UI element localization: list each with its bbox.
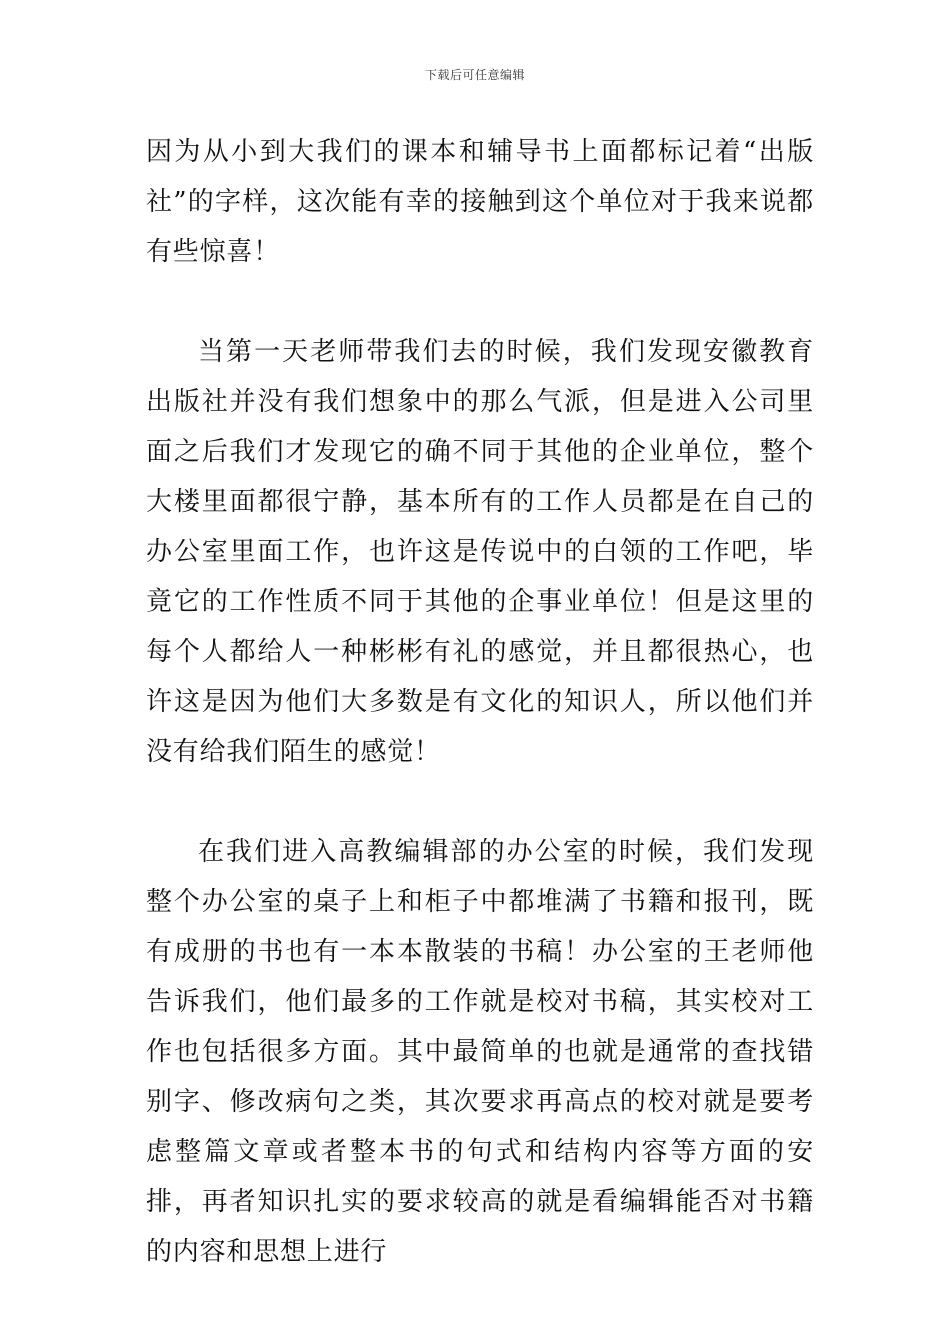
paragraph-2: 当第一天老师带我们去的时候，我们发现安徽教育出版社并没有我们想象中的那么气派，但是进入公司里面之后我们才发现它的确不同于其他的企业单位，整个大楼里面都很宁静，基本所有的工作人员都是在自己的办公室里面工作，也许这是传说中的白领的工作吧，毕竟它的工作性质不同于其他的企事业单位！但是这里的每个人都给人一种彬彬有礼的感觉，并且都很热心，也许这是因为他们大多数是有文化的知识人，所以他们并没有给我们陌生的感觉！ (146, 337, 814, 767)
document-body (146, 127, 814, 1277)
page-header: 下载后可任意编辑 (424, 68, 525, 82)
paragraph-spacer (146, 277, 814, 327)
paragraph-1: 因为从小到大我们的课本和辅导书上面都标记着“出版社”的字样，这次能有幸的接触到这个单位对于我来说都有些惊喜！ (146, 137, 814, 267)
paragraph-3: 在我们进入高教编辑部的办公室的时候，我们发现整个办公室的桌子上和柜子中都堆满了书籍和报刊，既有成册的书也有一本本散装的书稿！办公室的王老师他告诉我们，他们最多的工作就是校对书稿，其实校对工作也包括很多方面。其中最简单的也就是通常的查找错别字、修改病句之类，其次要求再高点的校对就是要考虑整篇文章或者整本书的句式和结构内容等方面的安排，再者知识扎实的要求较高的就是看编辑能否对书籍的内容和思想上进行 (146, 837, 814, 1267)
paragraph-spacer (146, 777, 814, 827)
